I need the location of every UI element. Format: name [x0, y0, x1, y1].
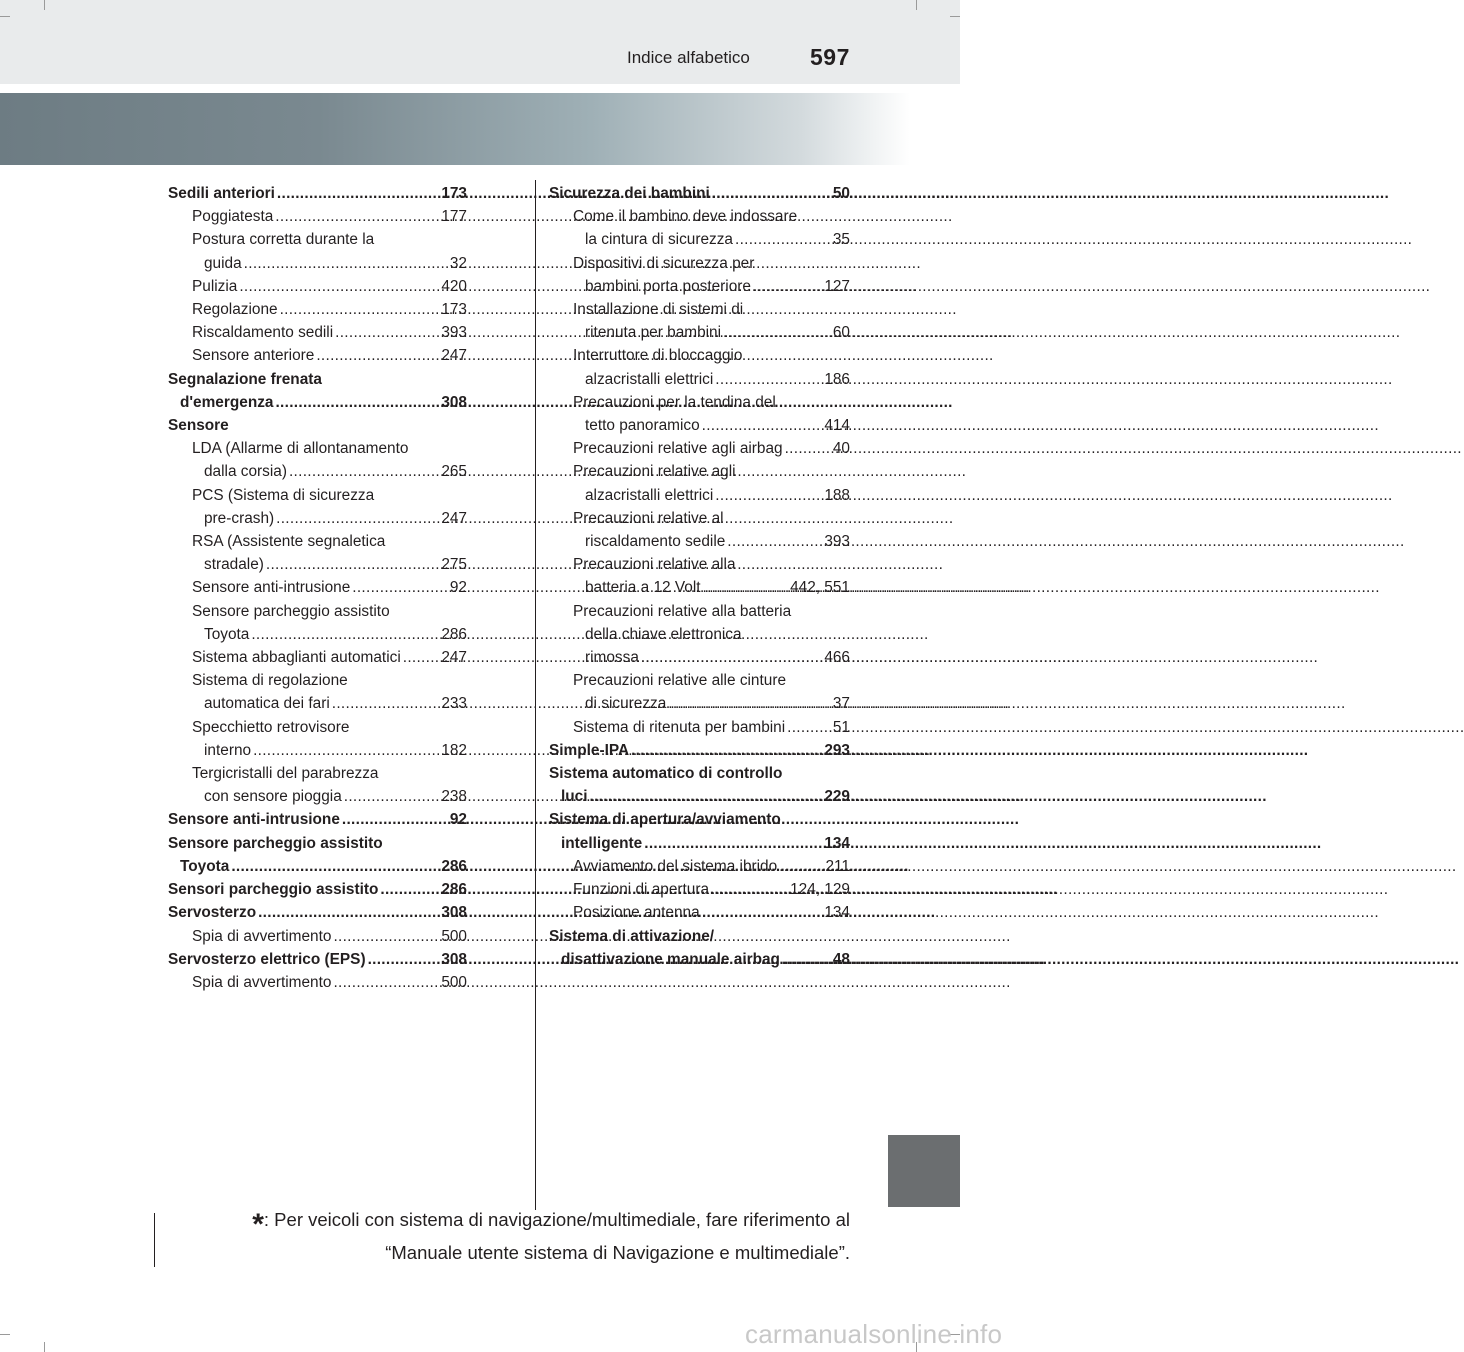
index-heading: Servosterzo — [168, 904, 257, 922]
index-entry — [168, 321, 467, 344]
crop-mark — [44, 0, 45, 10]
dot-leader — [787, 716, 831, 739]
index-entry — [549, 344, 850, 367]
index-subentry: Sistema di regolazione — [192, 672, 348, 690]
index-entry-continuation — [549, 228, 850, 251]
index-heading: Sistema automatico di controllo — [549, 765, 783, 783]
page-reference: 393 — [441, 324, 467, 342]
dot-leader — [266, 553, 439, 576]
index-entry-continuation — [168, 855, 467, 878]
page-reference: 134 — [824, 904, 850, 922]
index-entry — [549, 460, 850, 483]
index-entry — [168, 878, 467, 901]
dot-leader — [712, 182, 831, 205]
page-reference: 173 — [441, 185, 467, 202]
footnote-line-2: “Manuale utente sistema di Navigazione e multimediale”. — [385, 1242, 850, 1263]
dot-leader — [333, 971, 439, 994]
page-reference: 177 — [441, 208, 467, 226]
dot-leader — [403, 646, 440, 669]
index-entry — [168, 646, 467, 669]
index-heading: Sensori parcheggio assistito — [168, 881, 379, 899]
dot-leader — [335, 321, 439, 344]
dot-leader — [715, 484, 822, 507]
dot-leader — [276, 507, 439, 530]
index-entry — [549, 437, 850, 460]
dot-leader — [253, 739, 439, 762]
index-entry — [168, 484, 467, 507]
dot-leader — [702, 414, 823, 437]
index-subentry: Pulizia — [192, 277, 238, 295]
index-subentry: Sensore anteriore — [192, 347, 315, 365]
index-heading: Sensore parcheggio assistito — [168, 834, 383, 852]
index-entry — [549, 600, 850, 623]
index-subentry: Sensore parcheggio assistito — [192, 602, 390, 620]
page-reference: 32 — [449, 254, 467, 272]
index-subentry: tetto panoramico — [585, 417, 700, 435]
page-reference: 308 — [441, 393, 467, 411]
dot-leader — [785, 437, 831, 460]
index-subentry-continuation: della chiave elettronica — [585, 625, 742, 643]
page-reference: 92 — [449, 811, 467, 829]
page-reference: 308 — [441, 904, 467, 922]
index-entry — [168, 925, 467, 948]
index-entry — [549, 878, 850, 901]
index-heading: intelligente — [561, 834, 643, 852]
crop-mark — [916, 0, 917, 10]
index-subentry: Postura corretta durante la — [192, 231, 375, 249]
dot-leader — [715, 368, 822, 391]
index-entry-continuation — [168, 692, 467, 715]
index-subentry: Tergicristalli del parabrezza — [192, 765, 379, 783]
dot-leader — [368, 948, 440, 971]
index-subentry: la cintura di sicurezza — [585, 231, 733, 249]
index-subentry: Precauzioni relative agli airbag — [573, 440, 783, 458]
index-subentry: Sistema di ritenuta per bambini — [573, 718, 786, 736]
page-reference: 124, 129 — [790, 881, 850, 899]
watermark-text: carmanualsonline.info — [745, 1319, 1003, 1349]
page-reference: 308 — [441, 950, 467, 968]
section-thumb-tab — [888, 1135, 960, 1207]
index-entry — [168, 669, 467, 692]
page-reference: 35 — [832, 231, 850, 249]
index-subentry: Sensore anti-intrusione — [192, 579, 351, 597]
index-heading: d'emergenza — [180, 393, 274, 411]
page-reference: 393 — [824, 533, 850, 551]
index-entry — [168, 530, 467, 553]
footnote-line-1: : Per veicoli con sistema di navigazione/multimediale, fare riferimento al — [263, 1209, 850, 1230]
dot-leader — [644, 832, 822, 855]
index-subentry: Interruttore di bloccaggio — [573, 347, 743, 365]
index-subentry: Precauzioni relative alla batteria — [573, 602, 792, 620]
index-entry — [168, 414, 467, 437]
index-entry-continuation — [549, 321, 850, 344]
page-reference: 286 — [441, 625, 467, 643]
index-heading: Sistema di apertura/avviamento — [549, 811, 781, 829]
index-subentry: Precauzioni relative alle cinture — [573, 672, 787, 690]
index-subentry: pre-crash) — [204, 509, 275, 527]
index-subentry: riscaldamento sedile — [585, 533, 726, 551]
header-strip — [0, 0, 960, 84]
index-entry — [549, 507, 850, 530]
page-reference: 51 — [832, 718, 850, 736]
page-reference: 500 — [441, 973, 467, 991]
page-reference: 134 — [824, 834, 850, 852]
page-reference: 247 — [441, 347, 467, 365]
dot-leader — [275, 205, 439, 228]
index-subentry: Toyota — [204, 625, 250, 643]
dot-leader — [333, 925, 439, 948]
dot-leader — [275, 391, 439, 414]
index-subentry: guida — [204, 254, 242, 272]
index-entry-continuation — [549, 623, 850, 646]
index-subentry: Poggiatesta — [192, 208, 274, 226]
index-heading: Servosterzo elettrico (EPS) — [168, 950, 366, 968]
dot-leader — [702, 901, 823, 924]
dot-leader — [779, 855, 823, 878]
index-entry-continuation — [549, 484, 850, 507]
dot-leader — [723, 321, 831, 344]
index-entry-continuation — [168, 623, 467, 646]
dot-leader — [280, 298, 440, 321]
index-entry — [168, 971, 467, 994]
index-subentry: alzacristalli elettrici — [585, 370, 714, 388]
index-entry — [549, 252, 850, 275]
index-entry — [168, 832, 467, 855]
page-reference: 466 — [824, 649, 850, 667]
dot-leader — [352, 576, 448, 599]
index-subentry: automatica dei fari — [204, 695, 330, 713]
index-subentry: Installazione di sistemi di — [573, 301, 744, 319]
index-entry — [549, 182, 850, 205]
index-entry — [168, 808, 467, 831]
index-entry — [168, 228, 467, 251]
index-entry — [168, 716, 467, 739]
index-subentry: Avviamento del sistema ibrido — [573, 857, 778, 875]
index-entry — [549, 669, 850, 692]
index-subentry: RSA (Assistente segnaletica — [192, 533, 386, 551]
page-reference: 286 — [441, 881, 467, 899]
page-reference: 127 — [824, 277, 850, 295]
index-entry-continuation — [549, 414, 850, 437]
index-subentry: Dispositivi di sicurezza per — [573, 254, 755, 272]
dot-leader — [344, 785, 440, 808]
index-entry — [549, 553, 850, 576]
page-reference: 186 — [824, 370, 850, 388]
index-entry — [549, 762, 850, 785]
index-entry-continuation — [549, 832, 850, 855]
margin-rule — [154, 1213, 155, 1267]
index-entry-continuation — [549, 530, 850, 553]
index-subentry: rimossa — [585, 649, 639, 667]
dot-leader — [332, 692, 440, 715]
index-entry-continuation — [549, 692, 850, 715]
index-subentry: Come il bambino deve indossare — [573, 208, 798, 226]
page-reference: 92 — [449, 579, 467, 597]
index-subentry: Sistema abbaglianti automatici — [192, 649, 401, 667]
index-subentry: LDA (Allarme di allontanamento — [192, 440, 409, 458]
dot-leader — [703, 576, 789, 599]
dot-leader — [342, 808, 448, 831]
index-entry — [168, 368, 467, 391]
crop-mark — [0, 16, 10, 17]
page-reference: 275 — [441, 556, 467, 574]
page-reference: 265 — [441, 463, 467, 481]
index-entry — [168, 298, 467, 321]
crop-mark — [0, 1334, 10, 1335]
page-reference: 48 — [832, 950, 850, 968]
dot-leader — [782, 948, 831, 971]
dot-leader — [316, 344, 439, 367]
index-entry — [168, 275, 467, 298]
index-subentry: ritenuta per bambini — [585, 324, 722, 342]
crop-mark — [950, 16, 960, 17]
index-entry-continuation — [549, 368, 850, 391]
index-entry — [549, 205, 850, 228]
index-entry-continuation — [168, 391, 467, 414]
index-subentry: Regolazione — [192, 301, 278, 319]
header-banner — [0, 93, 910, 165]
index-subentry: Specchietto retrovisore — [192, 718, 350, 736]
index-entry-continuation — [549, 785, 850, 808]
dot-leader — [239, 275, 439, 298]
index-heading: Sensore anti-intrusione — [168, 811, 340, 829]
index-heading: Sensore — [168, 417, 229, 435]
index-subentry: bambini porta posteriore — [585, 277, 751, 295]
index-subentry: stradale) — [204, 556, 264, 574]
index-subentry: Precauzioni per la tendina del — [573, 393, 776, 411]
page-reference: 182 — [441, 741, 467, 759]
index-entry-continuation — [168, 785, 467, 808]
dot-leader — [231, 855, 439, 878]
index-entry — [168, 762, 467, 785]
index-subentry: Precauzioni relative alla — [573, 556, 736, 574]
index-heading: Sicurezza dei bambini — [549, 185, 710, 202]
index-subentry: alzacristalli elettrici — [585, 486, 714, 504]
page-reference: 50 — [832, 185, 850, 202]
index-entry — [549, 901, 850, 924]
index-entry — [168, 182, 467, 205]
index-column-left — [168, 182, 467, 994]
index-entry — [549, 855, 850, 878]
dot-leader — [641, 646, 822, 669]
index-subentry: Precauzioni relative agli — [573, 463, 736, 481]
index-column-right — [549, 182, 850, 971]
index-entry — [549, 739, 850, 762]
page-reference: 442, 551 — [790, 579, 850, 597]
dot-leader — [753, 275, 822, 298]
dot-leader — [735, 228, 831, 251]
dot-leader — [668, 692, 831, 715]
index-heading: luci — [561, 788, 588, 806]
dot-leader — [289, 460, 439, 483]
page-reference: 188 — [824, 486, 850, 504]
index-entry — [168, 600, 467, 623]
index-heading: Sedili anteriori — [168, 185, 275, 202]
page-reference: 173 — [441, 301, 467, 319]
index-entry-continuation — [168, 252, 467, 275]
index-entry — [549, 716, 850, 739]
dot-leader — [251, 623, 439, 646]
index-entry-continuation — [549, 646, 850, 669]
index-entry-continuation — [549, 576, 850, 599]
index-subentry: Posizione antenna — [573, 904, 700, 922]
index-heading: Sistema di attivazione/ — [549, 927, 715, 945]
crop-mark — [44, 1342, 45, 1352]
index-subentry: Spia di avvertimento — [192, 973, 332, 991]
dot-leader — [727, 530, 822, 553]
dot-leader — [711, 878, 788, 901]
page-number: 597 — [810, 44, 850, 70]
index-subentry: interno — [204, 741, 252, 759]
section-title: Indice alfabetico — [627, 48, 750, 67]
footnote — [200, 1206, 850, 1267]
page-reference: 229 — [824, 788, 850, 806]
index-subentry: dalla corsia) — [204, 463, 287, 481]
index-entry — [549, 298, 850, 321]
dot-leader — [277, 182, 439, 205]
page-reference: 37 — [832, 695, 850, 713]
index-entry — [168, 344, 467, 367]
index-subentry: Funzioni di apertura — [573, 881, 710, 899]
page-reference: 233 — [441, 695, 467, 713]
index-subentry: con sensore pioggia — [204, 788, 342, 806]
page-reference: 247 — [441, 649, 467, 667]
index-subentry: di sicurezza — [585, 695, 667, 713]
index-subentry: Precauzioni relative al — [573, 509, 724, 527]
index-subentry: Riscaldamento sedili — [192, 324, 334, 342]
index-entry — [168, 901, 467, 924]
dot-leader — [590, 785, 823, 808]
index-entry-continuation — [168, 739, 467, 762]
index-entry-continuation — [168, 507, 467, 530]
index-heading: Segnalazione frenata — [168, 370, 322, 388]
page-reference: 286 — [441, 857, 467, 875]
page-reference: 420 — [441, 277, 467, 295]
index-entry — [168, 948, 467, 971]
index-heading: disattivazione manuale airbag — [561, 950, 780, 968]
index-entry — [549, 925, 850, 948]
page-reference: 60 — [832, 324, 850, 342]
index-entry-continuation — [549, 948, 850, 971]
page-reference: 247 — [441, 509, 467, 527]
dot-leader — [244, 252, 448, 275]
index-subentry: Spia di avvertimento — [192, 927, 332, 945]
index-entry-continuation — [549, 275, 850, 298]
page-reference: 238 — [441, 788, 467, 806]
index-subentry: PCS (Sistema di sicurezza — [192, 486, 375, 504]
index-entry — [168, 576, 467, 599]
page-reference: 293 — [824, 741, 850, 759]
index-subentry: batteria a 12 Volt — [585, 579, 701, 597]
footnote-marker: * — [252, 1208, 264, 1241]
dot-leader — [631, 739, 822, 762]
page-reference: 500 — [441, 927, 467, 945]
index-heading: Simple-IPA — [549, 741, 630, 759]
index-entry-continuation — [168, 460, 467, 483]
page-reference: 40 — [832, 440, 850, 458]
dot-leader — [380, 878, 439, 901]
index-entry-continuation — [168, 553, 467, 576]
index-heading: Toyota — [180, 857, 230, 875]
index-entry — [549, 391, 850, 414]
index-entry — [168, 205, 467, 228]
index-entry — [168, 437, 467, 460]
page-reference: 211 — [825, 857, 850, 875]
index-entry — [549, 808, 850, 831]
dot-leader — [258, 901, 439, 924]
page-reference: 414 — [824, 417, 850, 435]
